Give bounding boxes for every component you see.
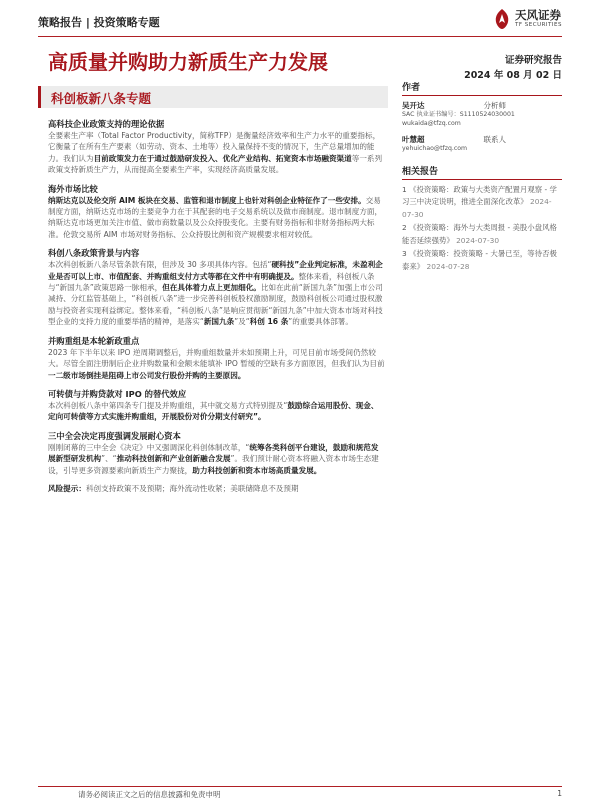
risk-label: 风险提示： [48,483,86,493]
section-body: 2023 年下半年以来 IPO 逆周期调整后，并购重组数量并未如预期上升，可见目前市场受间仍然较大。尽管全面注册制后企业并购数量和金额未能填补 IPO 暂缓的空缺有多方面原因，但我们认为目前一二级市场倒挂是阻碍上市公司发行股份并购的主要原因。 [48,347,385,380]
authors-heading: 作者 [402,80,562,96]
tf-logo-icon [493,8,511,30]
report-category: 策略报告 | 投资策略专题 [38,16,160,29]
logo-en-text: TF SECURITIES [515,22,562,28]
page-number: 1 [557,789,562,798]
section-heading: 三中全会决定再度强调发展耐心资本 [48,430,181,441]
analyst-name: 叶慧超 [402,135,425,144]
risk-text: 科创支持政策不及预期；海外流动性收紧；美联储降息不及预期 [85,483,299,493]
section-body: 本次科创板八条中第四条专门提及并购重组，其中就交易方式特别提及“鼓励综合运用股份、现金、定向可转债等方式实施并购重组，开展股份对价分期支付研究”。 [48,400,379,422]
section-patient-capital [48,430,386,476]
report-date: 2024 年 08 月 02 日 [464,70,562,81]
section-overseas [48,183,386,241]
section-mna-focus [48,335,386,381]
analyst-role: 分析师 [483,101,506,110]
section-heading: 海外市场比较 [48,183,98,194]
sidebar [402,80,562,274]
analyst-email[interactable]: wukaida@tfzq.com [402,119,461,127]
subtitle: 科创板新八条专题 [51,91,152,106]
related-report-item[interactable]: 2 《投资策略：海外与大类周报 - 美股小盘风格能否延续强势》 2024-07-30 [402,223,557,245]
logo-cn-text: 天风证券 [515,7,561,22]
section-body: 全要素生产率（Total Factor Productivity，简称TFP）是衡量经济效率和生产力水平的重要指标，它衡量了在所有生产要素（如劳动、资本、土地等）投入量保持不变的情况下，生产总量增加的能力。我们认为目前政策发力在于通过鼓励研发投入、优化产业结构、拓宽资本市场融资渠道等一系列政策支持新质生产力，从而提高全要素生产率，实现经济高质量发展。 [48,131,383,175]
related-reports-heading: 相关报告 [402,164,562,180]
section-heading: 并购重组是本轮新政重点 [48,335,140,346]
footer-divider [38,786,562,787]
section-heading: 科创八条政策背景与内容 [48,248,140,259]
risk-notice [48,483,386,494]
analyst-card [402,100,562,128]
related-report-item[interactable]: 1 《投资策略：政策与大类资产配置月观察 - 学习三中决定说明，推进全面深化改革》 2024-07-30 [402,184,557,219]
header-divider [38,36,562,37]
section-policy-background [48,247,386,327]
company-logo [493,8,562,30]
footer-disclaimer: 请务必阅读正文之后的信息披露和免责申明 [78,790,221,799]
section-heading: 高科技企业政策支持的理论依据 [48,119,165,129]
analyst-email[interactable]: yehuichao@tfzq.com [402,145,468,152]
analyst-name: 吴开达 [402,101,425,110]
section-convertible-bonds [48,388,386,423]
analyst-card [402,134,562,154]
analyst-role: 联系人 [483,135,506,144]
related-report-item[interactable]: 3 《投资策略：投资策略 - 大暑已至，等待否极泰来》 2024-07-28 [402,249,557,271]
section-body: 纳斯达克以及伦交所 AIM 板块在交易、监管和退市制度上也针对科创企业特征作了一些安排。交易制度方面，纳斯达克市场的主要竞争力在于其配套的电子交易系统以及做市商制度。退市制度方面，纳斯达克市场更加关注市值、做市商数量以及公众持股变化。主要有财务指标和非财务指标两大标准。伦敦交易所 AIM 市场对财务指标、公众持股比例和资产规模要求相对较低。 [48,195,383,239]
section-theory [48,118,386,176]
main-content [48,118,386,501]
section-body: 本次科创板新八条尽管条款有限，但涉及 30 多项具体内容。包括“硬科技”企业判定标准，未盈利企业是否可以上市、市值配套、并购重组支付方式等都在文件中有明确提及。整体来看，科创板八条与“新国九条”政策思路一脉相承，但在具体着力点上更加细化。比如在此前“新国九条”加强上市公司减持、分红监管基础上，“科创板八条”进一步完善科创板股权激励制度，鼓励科创板公司通过股权激励与投资者实现利益绑定。整体来看，“科创板八条”是响应贯彻新“新国九条”中加大资本市场对科技型企业的支持力度的重要举措的精神，是落实“新国九条”及“科创 16 条”的重要具体部署。 [48,260,383,327]
section-heading: 可转债与并购贷款对 IPO 的替代效应 [48,388,187,399]
subtitle-bar [38,86,388,108]
analyst-cert: SAC 执业证书编号：S1110524030001 [402,111,515,118]
page-title: 高质量并购助力新质生产力发展 [48,50,328,74]
report-header [38,8,562,34]
section-body: 刚刚闭幕的三中全会《决定》中又强调深化科创体制改革，“统筹各类科创平台建设，鼓励和规范发展新型研发机构”、“推动科技创新和产业创新融合发展”。我们预计耐心资本将融入资本市场生态建设，引导更多资源要素向新质生产力聚拢，助力科技创新和资本市场高质量发展。 [48,442,379,475]
report-type: 证券研究报告 [504,55,562,66]
